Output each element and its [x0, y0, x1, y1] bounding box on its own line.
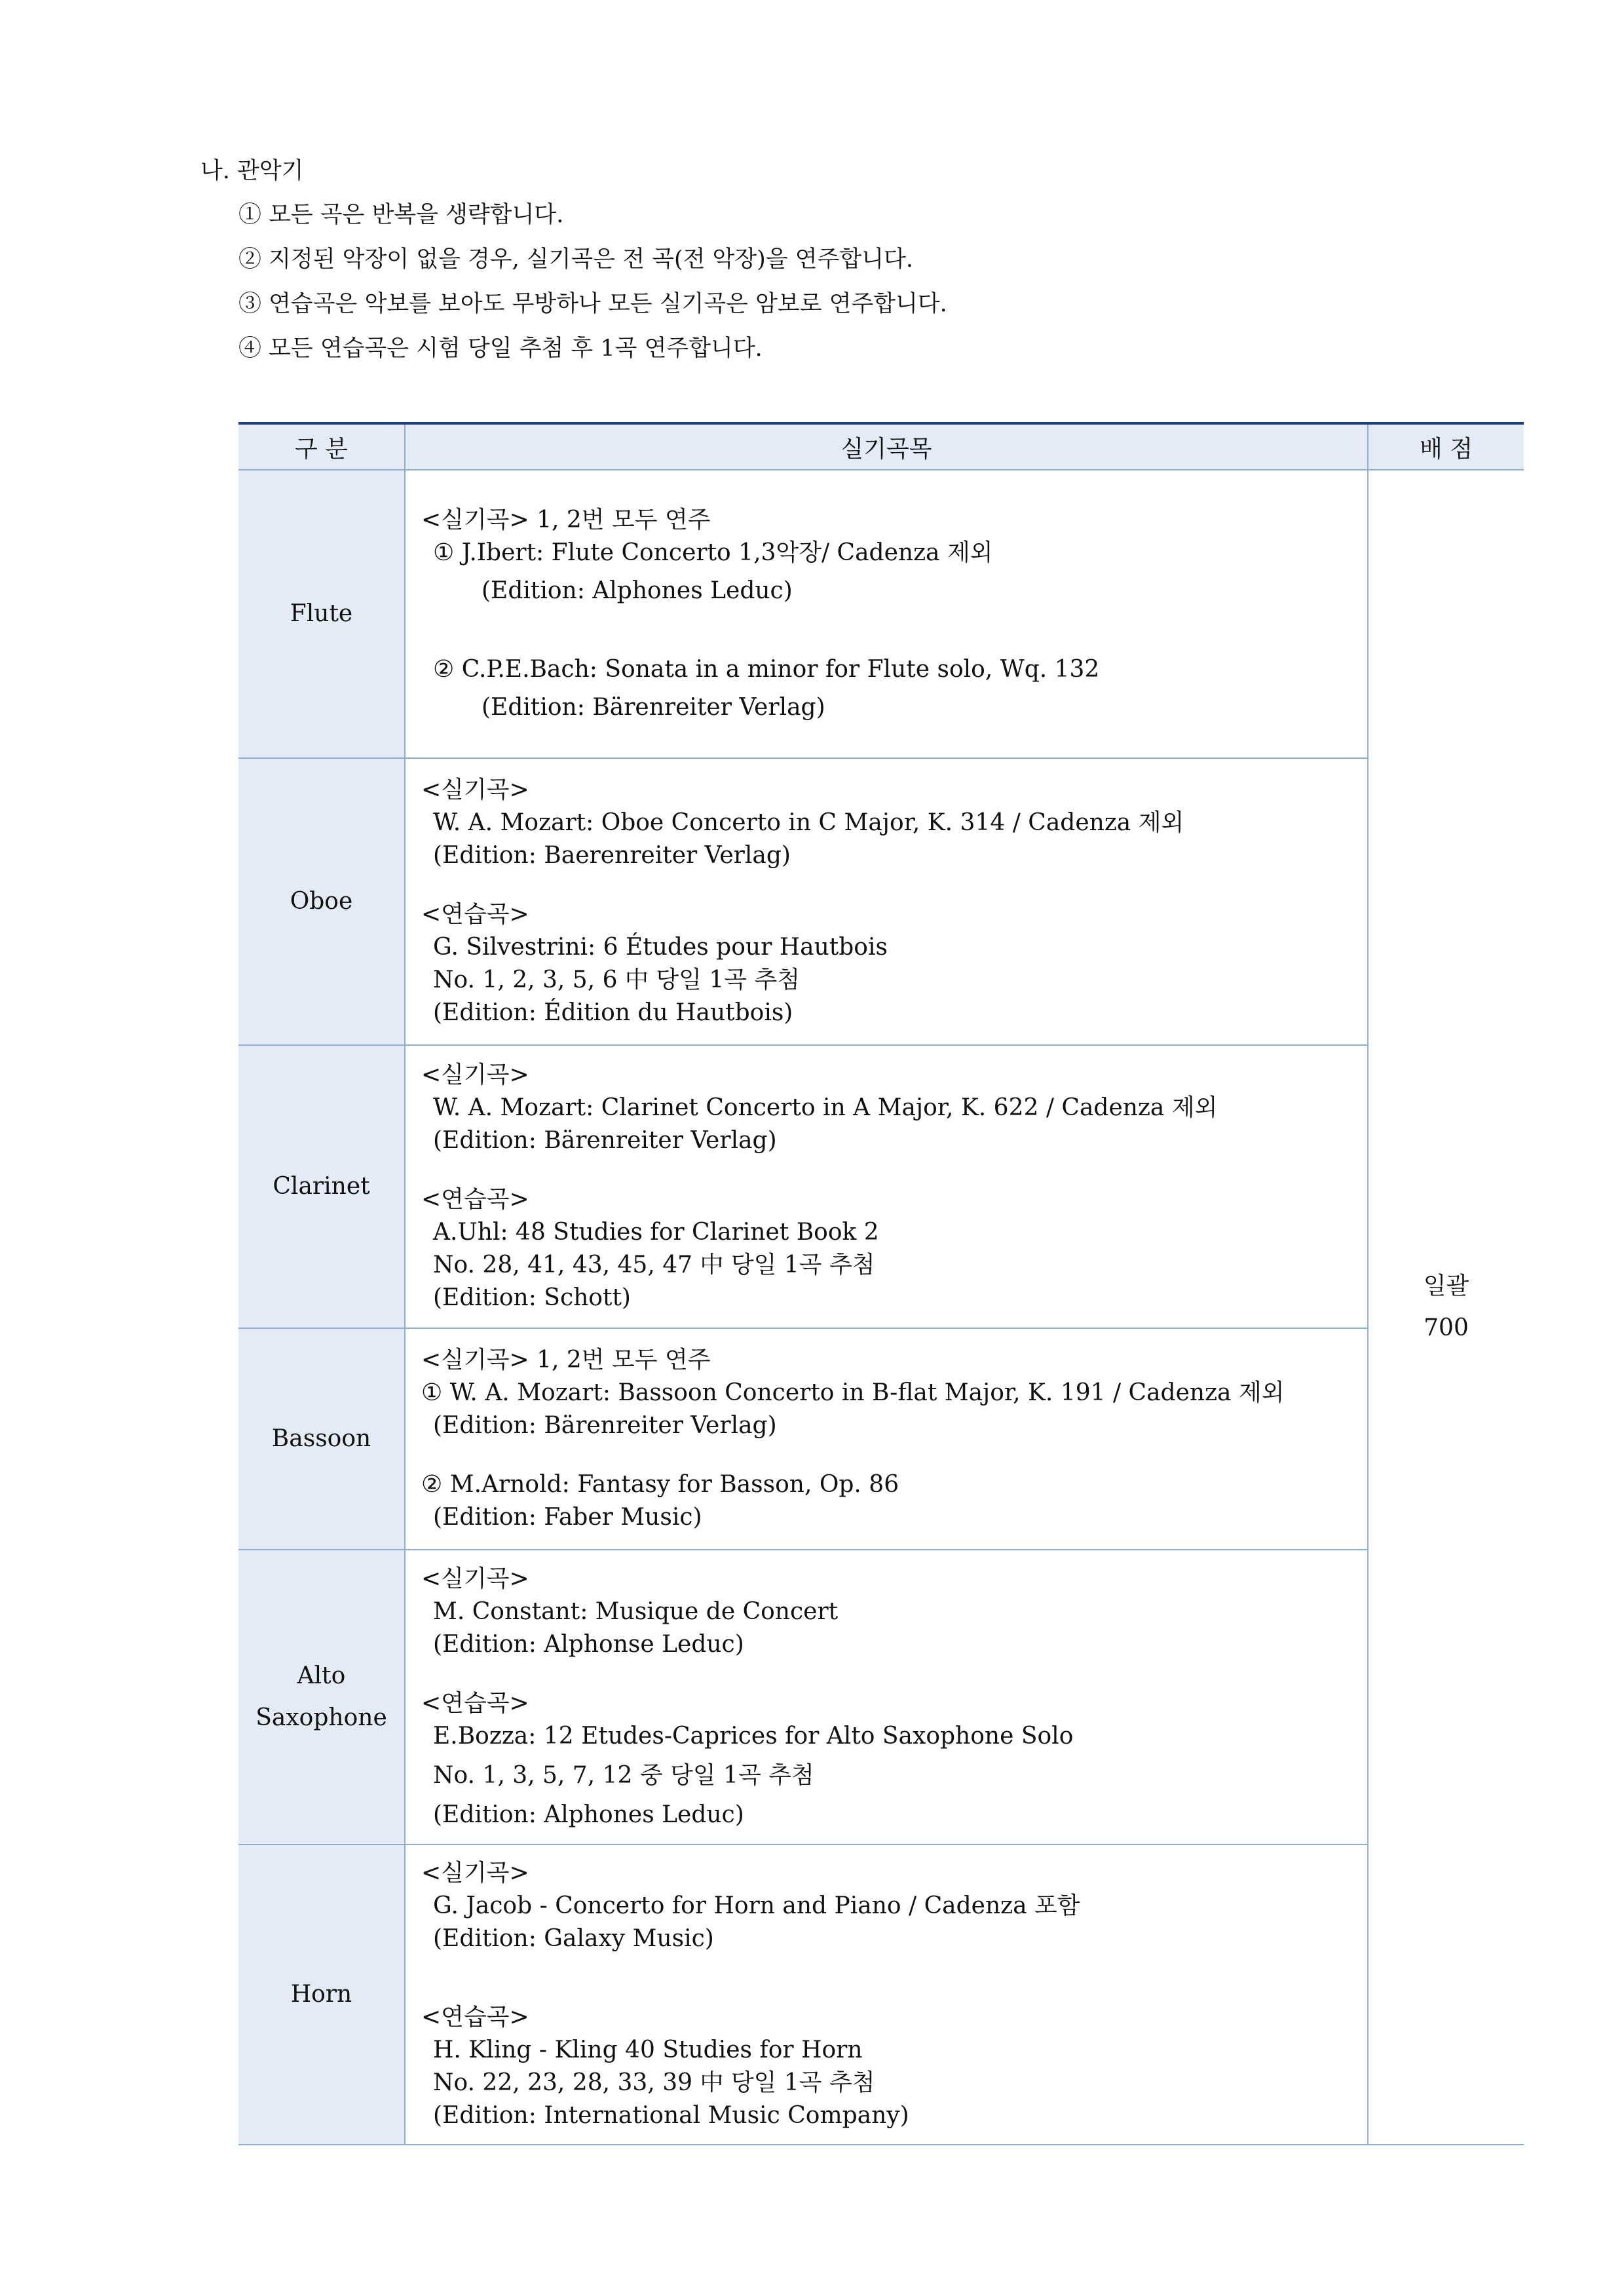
piece-line: (Edition: Bärenreiter Verlag) — [433, 1412, 777, 1439]
piece-line: ② C.P.E.Bach: Sonata in a minor for Flute solo, Wq. 132 — [433, 656, 1100, 683]
piece-line: No. 28, 41, 43, 45, 47 中 당일 1곡 추첨 — [433, 1252, 875, 1278]
repertoire-table — [238, 422, 1524, 2145]
piece-line: (Edition: Alphones Leduc) — [433, 1801, 744, 1828]
piece-line: <연습곡> — [421, 901, 529, 928]
piece-line: W. A. Mozart: Oboe Concerto in C Major, K. 314 / Cadenza 제외 — [433, 809, 1184, 836]
pieces-clarinet — [405, 1045, 1368, 1328]
piece-line: (Edition: Alphonse Leduc) — [433, 1631, 744, 1658]
piece-line: (Edition: International Music Company) — [433, 2102, 909, 2129]
piece-line: (Edition: Bärenreiter Verlag) — [433, 1127, 777, 1154]
instrument-name-line: Alto — [297, 1662, 346, 1689]
piece-line: M. Constant: Musique de Concert — [433, 1598, 839, 1625]
score-label: 일괄 — [1423, 1272, 1469, 1299]
piece-line: <연습곡> — [421, 1186, 529, 1213]
table-row — [238, 1845, 1524, 2145]
piece-line: No. 1, 2, 3, 5, 6 中 당일 1곡 추첨 — [433, 966, 801, 993]
piece-line: (Edition: Galaxy Music) — [433, 1925, 714, 1952]
section-woodwind-brass — [200, 149, 947, 371]
header-pieces: 실기곡목 — [405, 423, 1368, 470]
header-category: 구 분 — [238, 423, 405, 470]
piece-line: <실기곡> — [421, 1062, 529, 1088]
piece-line: (Edition: Édition du Hautbois) — [433, 999, 793, 1026]
table-header-row — [238, 423, 1524, 470]
piece-line: A.Uhl: 48 Studies for Clarinet Book 2 — [433, 1219, 879, 1246]
piece-line: W. A. Mozart: Clarinet Concerto in A Major, K. 622 / Cadenza 제외 — [433, 1094, 1218, 1121]
piece-line: E.Bozza: 12 Etudes-Caprices for Alto Saxophone Solo — [433, 1723, 1074, 1750]
piece-line: ① W. A. Mozart: Bassoon Concerto in B-flat Major, K. 191 / Cadenza 제외 — [421, 1379, 1285, 1406]
piece-line: (Edition: Baerenreiter Verlag) — [433, 842, 791, 869]
piece-line: <실기곡> — [421, 1860, 529, 1886]
instrument-bassoon: Bassoon — [238, 1328, 405, 1550]
piece-line: <실기곡> — [421, 1565, 529, 1592]
pieces-horn — [405, 1845, 1368, 2145]
piece-line: (Edition: Alphones Leduc) — [482, 577, 793, 604]
pieces-oboe — [405, 758, 1368, 1045]
instrument-clarinet: Clarinet — [238, 1045, 405, 1328]
piece-line: G. Silvestrini: 6 Études pour Hautbois — [433, 934, 888, 961]
section-title: 나. 관악기 — [200, 158, 304, 184]
piece-line: ① J.Ibert: Flute Concerto 1,3악장/ Cadenza 제외 — [433, 539, 993, 566]
piece-line: <연습곡> — [421, 1690, 529, 1717]
instrument-oboe: Oboe — [238, 758, 405, 1045]
piece-line: G. Jacob - Concerto for Horn and Piano / Cadenza 포함 — [433, 1892, 1080, 1919]
piece-line: (Edition: Schott) — [433, 1284, 631, 1311]
score-cell — [1368, 470, 1524, 2145]
table-row — [238, 1328, 1524, 1550]
piece-line: (Edition: Bärenreiter Verlag) — [482, 694, 825, 721]
piece-line: <실기곡> 1, 2번 모두 연주 — [421, 507, 711, 533]
piece-line: (Edition: Faber Music) — [433, 1504, 702, 1531]
instrument-name-line: Saxophone — [255, 1704, 387, 1731]
instrument-horn: Horn — [238, 1845, 405, 2145]
note-item: ① 모든 곡은 반복을 생략합니다. — [238, 202, 564, 228]
instrument-flute: Flute — [238, 470, 405, 758]
instrument-alto-saxophone — [238, 1550, 405, 1845]
note-item: ③ 연습곡은 악보를 보아도 무방하나 모든 실기곡은 암보로 연주합니다. — [238, 291, 947, 317]
pieces-flute — [405, 470, 1368, 758]
piece-line: <실기곡> — [421, 776, 529, 803]
note-item: ② 지정된 악장이 없을 경우, 실기곡은 전 곡(전 악장)을 연주합니다. — [238, 246, 913, 273]
table-row — [238, 758, 1524, 1045]
note-item: ④ 모든 연습곡은 시험 당일 추첨 후 1곡 연주합니다. — [238, 335, 763, 362]
piece-line: <연습곡> — [421, 2004, 529, 2031]
score-value: 700 — [1424, 1314, 1469, 1341]
piece-line: No. 1, 3, 5, 7, 12 중 당일 1곡 추첨 — [433, 1762, 814, 1789]
pieces-alto-saxophone — [405, 1550, 1368, 1845]
pieces-bassoon — [405, 1328, 1368, 1550]
header-score: 배 점 — [1368, 423, 1524, 470]
piece-line: <실기곡> 1, 2번 모두 연주 — [421, 1347, 711, 1373]
table-row — [238, 470, 1524, 758]
piece-line: H. Kling - Kling 40 Studies for Horn — [433, 2037, 863, 2063]
piece-line: No. 22, 23, 28, 33, 39 中 당일 1곡 추첨 — [433, 2069, 875, 2096]
table-row — [238, 1550, 1524, 1845]
notes-list — [238, 193, 947, 371]
table-row — [238, 1045, 1524, 1328]
piece-line: ② M.Arnold: Fantasy for Basson, Op. 86 — [421, 1471, 899, 1498]
